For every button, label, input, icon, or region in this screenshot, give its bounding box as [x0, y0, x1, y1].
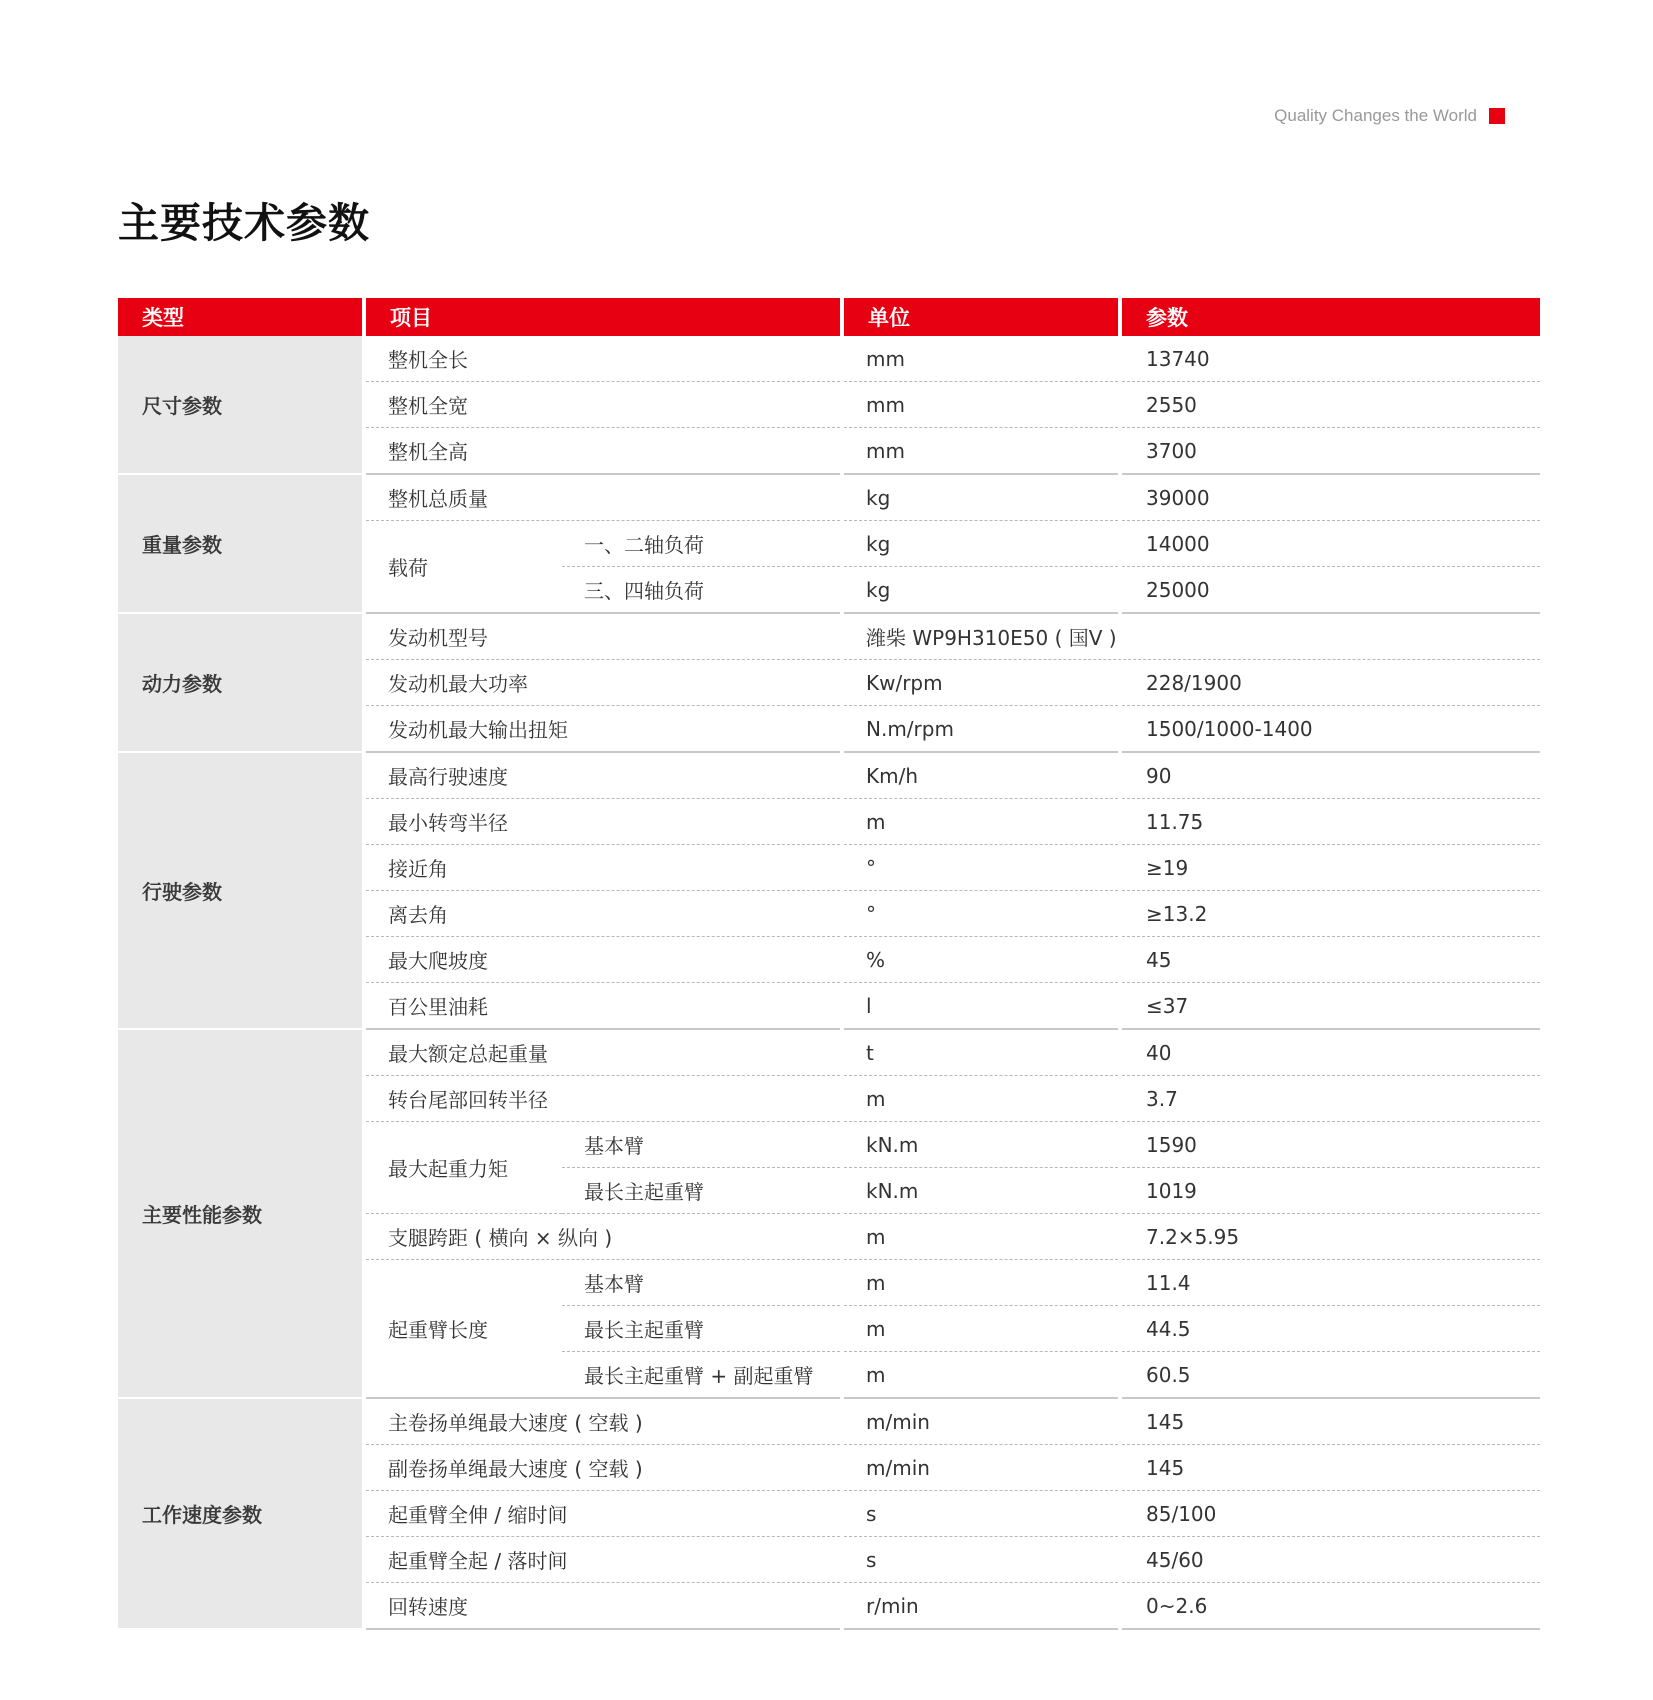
- row-unit: s: [844, 1537, 1118, 1583]
- row-value: 11.75: [1122, 799, 1540, 845]
- row-unit: m: [844, 1076, 1118, 1122]
- row-item: 百公里油耗: [366, 983, 840, 1030]
- row-item: 最大起重力矩: [366, 1122, 562, 1214]
- row-unit: kg: [844, 475, 1118, 521]
- row-item: 最小转弯半径: [366, 799, 840, 845]
- row-value: 145: [1122, 1399, 1540, 1445]
- row-value: 11.4: [1122, 1260, 1540, 1306]
- row-value: ≥13.2: [1122, 891, 1540, 937]
- group-type: 行驶参数: [118, 753, 362, 1030]
- row-value: ≥19: [1122, 845, 1540, 891]
- group-type: 重量参数: [118, 475, 362, 614]
- row-subitem: 最长主起重臂 + 副起重臂: [562, 1352, 840, 1399]
- row-unit: m/min: [844, 1399, 1118, 1445]
- group-type: 尺寸参数: [118, 336, 362, 475]
- row-value: 145: [1122, 1445, 1540, 1491]
- row-item: 最大额定总起重量: [366, 1030, 840, 1076]
- row-value: 45/60: [1122, 1537, 1540, 1583]
- row-unit: m: [844, 799, 1118, 845]
- row-unit: kN.m: [844, 1122, 1118, 1168]
- row-value: 0~2.6: [1122, 1583, 1540, 1630]
- row-value: 90: [1122, 753, 1540, 799]
- row-unit: l: [844, 983, 1118, 1030]
- tagline-text: Quality Changes the World: [1274, 106, 1477, 125]
- row-unit: Kw/rpm: [844, 660, 1118, 706]
- row-value: 60.5: [1122, 1352, 1540, 1399]
- table-row: [118, 475, 1540, 521]
- row-value: 1590: [1122, 1122, 1540, 1168]
- row-item: 整机全高: [366, 428, 840, 475]
- row-value: 39000: [1122, 475, 1540, 521]
- table-row: [118, 1399, 1540, 1445]
- row-unit: 潍柴 WP9H310E50 ( 国Ⅴ ): [844, 614, 1540, 660]
- group-type: 工作速度参数: [118, 1399, 362, 1630]
- row-subitem: 一、二轴负荷: [562, 521, 840, 567]
- row-unit: N.m/rpm: [844, 706, 1118, 753]
- row-item: 副卷扬单绳最大速度 ( 空载 ): [366, 1445, 840, 1491]
- tagline: [1274, 106, 1505, 126]
- row-unit: t: [844, 1030, 1118, 1076]
- page-title: 主要技术参数: [118, 199, 370, 247]
- row-subitem: 基本臂: [562, 1260, 840, 1306]
- row-value: 2550: [1122, 382, 1540, 428]
- col-header-value: 参数: [1122, 298, 1540, 336]
- row-subitem: 最长主起重臂: [562, 1168, 840, 1214]
- row-value: 45: [1122, 937, 1540, 983]
- row-unit: r/min: [844, 1583, 1118, 1630]
- row-unit: °: [844, 845, 1118, 891]
- row-value: 1019: [1122, 1168, 1540, 1214]
- row-unit: m: [844, 1306, 1118, 1352]
- row-unit: mm: [844, 382, 1118, 428]
- row-item: 整机全长: [366, 336, 840, 382]
- row-item: 起重臂长度: [366, 1260, 562, 1399]
- table-row: [118, 753, 1540, 799]
- row-value: ≤37: [1122, 983, 1540, 1030]
- row-unit: s: [844, 1491, 1118, 1537]
- row-item: 发动机最大功率: [366, 660, 840, 706]
- row-item: 最大爬坡度: [366, 937, 840, 983]
- col-header-unit: 单位: [844, 298, 1118, 336]
- row-item: 发动机最大输出扭矩: [366, 706, 840, 753]
- row-subitem: 最长主起重臂: [562, 1306, 840, 1352]
- row-value: 228/1900: [1122, 660, 1540, 706]
- row-item: 转台尾部回转半径: [366, 1076, 840, 1122]
- group-type: 主要性能参数: [118, 1030, 362, 1399]
- row-value: 40: [1122, 1030, 1540, 1076]
- row-item: 回转速度: [366, 1583, 840, 1630]
- row-item: 整机总质量: [366, 475, 840, 521]
- table-row: [118, 336, 1540, 382]
- row-unit: mm: [844, 336, 1118, 382]
- row-value: 13740: [1122, 336, 1540, 382]
- col-header-type: 类型: [118, 298, 362, 336]
- row-value: 44.5: [1122, 1306, 1540, 1352]
- row-unit: m/min: [844, 1445, 1118, 1491]
- row-item: 离去角: [366, 891, 840, 937]
- row-item: 整机全宽: [366, 382, 840, 428]
- row-value: 25000: [1122, 567, 1540, 614]
- row-item: 载荷: [366, 521, 562, 614]
- row-unit: kN.m: [844, 1168, 1118, 1214]
- row-value: 85/100: [1122, 1491, 1540, 1537]
- row-value: 14000: [1122, 521, 1540, 567]
- row-unit: kg: [844, 521, 1118, 567]
- brand-square-icon: [1489, 108, 1505, 124]
- row-subitem: 基本臂: [562, 1122, 840, 1168]
- row-item: 最高行驶速度: [366, 753, 840, 799]
- group-type: 动力参数: [118, 614, 362, 753]
- row-unit: mm: [844, 428, 1118, 475]
- row-unit: kg: [844, 567, 1118, 614]
- row-unit: °: [844, 891, 1118, 937]
- row-subitem: 三、四轴负荷: [562, 567, 840, 614]
- row-unit: m: [844, 1260, 1118, 1306]
- row-unit: Km/h: [844, 753, 1118, 799]
- row-unit: m: [844, 1352, 1118, 1399]
- row-item: 主卷扬单绳最大速度 ( 空载 ): [366, 1399, 840, 1445]
- table-row: [118, 1030, 1540, 1076]
- row-item: 发动机型号: [366, 614, 840, 660]
- row-item: 起重臂全起 / 落时间: [366, 1537, 840, 1583]
- table-header: [118, 298, 1540, 336]
- row-value: 1500/1000-1400: [1122, 706, 1540, 753]
- row-value: 3700: [1122, 428, 1540, 475]
- row-unit: m: [844, 1214, 1118, 1260]
- table-row: [118, 614, 1540, 660]
- spec-table: [118, 298, 1540, 1630]
- row-value: 3.7: [1122, 1076, 1540, 1122]
- row-item: 起重臂全伸 / 缩时间: [366, 1491, 840, 1537]
- row-value: 7.2×5.95: [1122, 1214, 1540, 1260]
- col-header-item: 项目: [366, 298, 840, 336]
- row-item: 接近角: [366, 845, 840, 891]
- row-unit: %: [844, 937, 1118, 983]
- row-item: 支腿跨距 ( 横向 × 纵向 ): [366, 1214, 840, 1260]
